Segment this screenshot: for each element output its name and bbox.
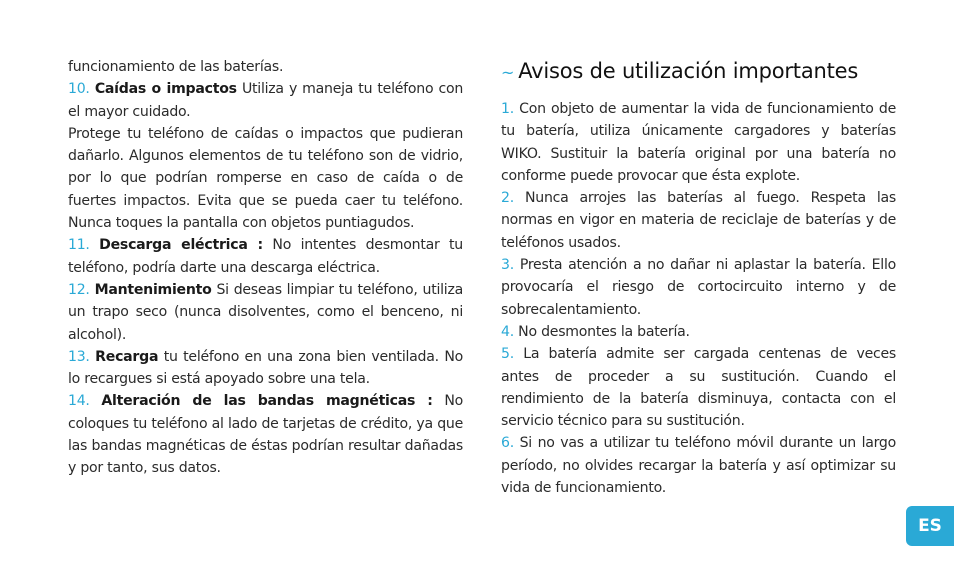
item-number: 6. [501, 435, 514, 452]
item-title: Recarga [95, 348, 159, 365]
item-13 [68, 346, 463, 391]
heading-text: Avisos de utilización importantes [518, 59, 859, 83]
language-badge: ES [906, 506, 954, 546]
item-12 [68, 279, 463, 346]
item-number: 3. [501, 257, 514, 274]
right-column [501, 98, 896, 499]
item-text: Si deseas limpiar tu teléfono, utiliza un trapo seco (nunca disolventes, como el benceno, ni alcohol). [68, 281, 464, 343]
left-column [68, 56, 463, 480]
warning-item-1 [501, 98, 896, 187]
section-heading [501, 56, 921, 88]
item-number: 12. [68, 281, 90, 298]
item-text: No intentes desmontar tu teléfono, podría darte una descarga eléctrica. [68, 237, 463, 276]
item-text: tu teléfono en una zona bien ventilada. No lo recargues si está apoyado sobre una tela. [68, 348, 463, 388]
warning-item-6 [501, 432, 896, 499]
item-number: 10. [68, 81, 90, 98]
warning-item-2 [501, 187, 896, 254]
item-title: Mantenimiento [94, 281, 212, 298]
item-10 [68, 78, 463, 123]
item-number: 5. [501, 346, 514, 363]
warning-item-4 [501, 321, 896, 343]
item-text: No desmontes la batería. [513, 323, 690, 340]
item-text: No coloques tu teléfono al lado de tarjetas de crédito, ya que las bandas magnéticas de éstas podrían resultar dañadas y por tanto, sus datos. [68, 393, 463, 477]
item-title: Descarga eléctrica : [99, 237, 263, 254]
item-11 [68, 234, 463, 279]
item-title: Alteración de las bandas magnéticas : [101, 393, 433, 410]
warning-item-5 [501, 343, 896, 432]
item-text: Nunca arrojes las baterías al fuego. Respeta las normas en vigor en materia de reciclaje de baterías y de teléfonos usados. [501, 190, 896, 251]
item-text: Con objeto de aumentar la vida de funcionamiento de tu batería, utiliza únicamente cargadores y baterías WIKO. Sustituir la batería original por una batería no conforme puede provocar que ésta explote. [501, 101, 896, 184]
warning-item-3 [501, 254, 896, 321]
item-number: 13. [68, 348, 90, 365]
item-text: Si no vas a utilizar tu teléfono móvil durante un largo período, no olvides recargar la batería y así optimizar su vida de funcionamiento. [501, 435, 896, 497]
item-text: Utiliza y maneja tu teléfono con el mayor cuidado. [68, 81, 463, 120]
item-10-paragraph: Protege tu teléfono de caídas o impactos que pudieran dañarlo. Algunos elementos de tu teléfono son de vidrio, por lo que podrían romperse en caso de caída o de fuertes impactos. Evita que se pueda caer tu teléfono. Nunca toques la pantalla con objetos puntiagudos. [68, 125, 463, 232]
item-text: La batería admite ser cargada centenas de veces antes de proceder a su sustitución. Cuando el rendimiento de la batería disminuya, contacta con el servicio técnico para su sustitución. [501, 346, 896, 430]
item-text: Presta atención a no dañar ni aplastar la batería. Ello provocaría el riesgo de cortocircuito interno y de sobrecalentamiento. [501, 257, 896, 318]
item-number: 2. [501, 190, 514, 207]
item-14 [68, 390, 463, 479]
item-number: 11. [68, 237, 90, 254]
item-number: 4. [501, 323, 514, 340]
item-number: 1. [501, 101, 514, 117]
item-number: 14. [68, 393, 90, 410]
item-title: Caídas o impactos [94, 81, 237, 98]
heading-tilde-icon: ~ [501, 63, 515, 82]
continuation-text: funcionamiento de las baterías. [68, 59, 284, 75]
